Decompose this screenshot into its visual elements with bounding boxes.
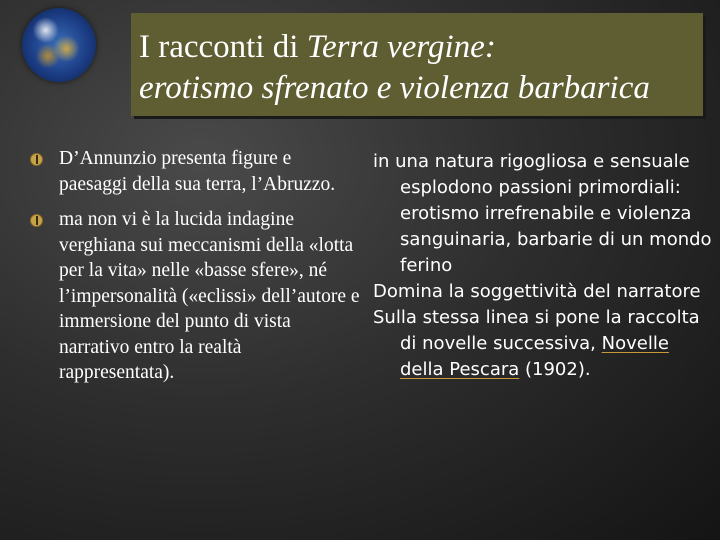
paragraph-natura: in una natura rigogliosa e sensuale esplodono passioni primordiali: erotismo irrefrenabile e violenza sanguinaria, barbarie di un mondo ferino [373,151,712,276]
bullet-item [30,146,360,197]
right-column [373,149,713,383]
title-box [131,13,703,116]
bullet-text: D’Annunzio presenta figure e paesaggi della sua terra, l’Abruzzo. [59,148,336,195]
paragraph-novelle [373,305,713,383]
paragraph-novelle-text: Sulla stessa linea si pone la raccolta di novelle successiva, [373,307,700,354]
paragraph-novelle-year: (1902). [519,359,591,380]
bullet-icon [30,153,43,166]
left-column [30,146,360,386]
bullet-item [30,207,360,386]
title-prefix: I racconti di [139,29,307,65]
bullet-icon [30,214,43,227]
novelle-della-pescara-link[interactable]: Novelle della Pescara [400,333,669,380]
bullet-text: ma non vi è la lucida indagine verghiana sui meccanismi della «lotta per la vita» nelle «basse sfere», né l’impersonalità («eclissi» dell’autore e immersione del punto di vista narrativo entro la realtà rappresentata). [59,209,360,383]
title-line-2: erotismo sfrenato e violenza barbarica [139,70,650,106]
paragraph-soggettivita: Domina la soggettività del narratore [373,281,701,302]
globe-icon [22,8,96,82]
title-line-1 [139,27,496,67]
title-italic: Terra vergine: [306,29,496,65]
